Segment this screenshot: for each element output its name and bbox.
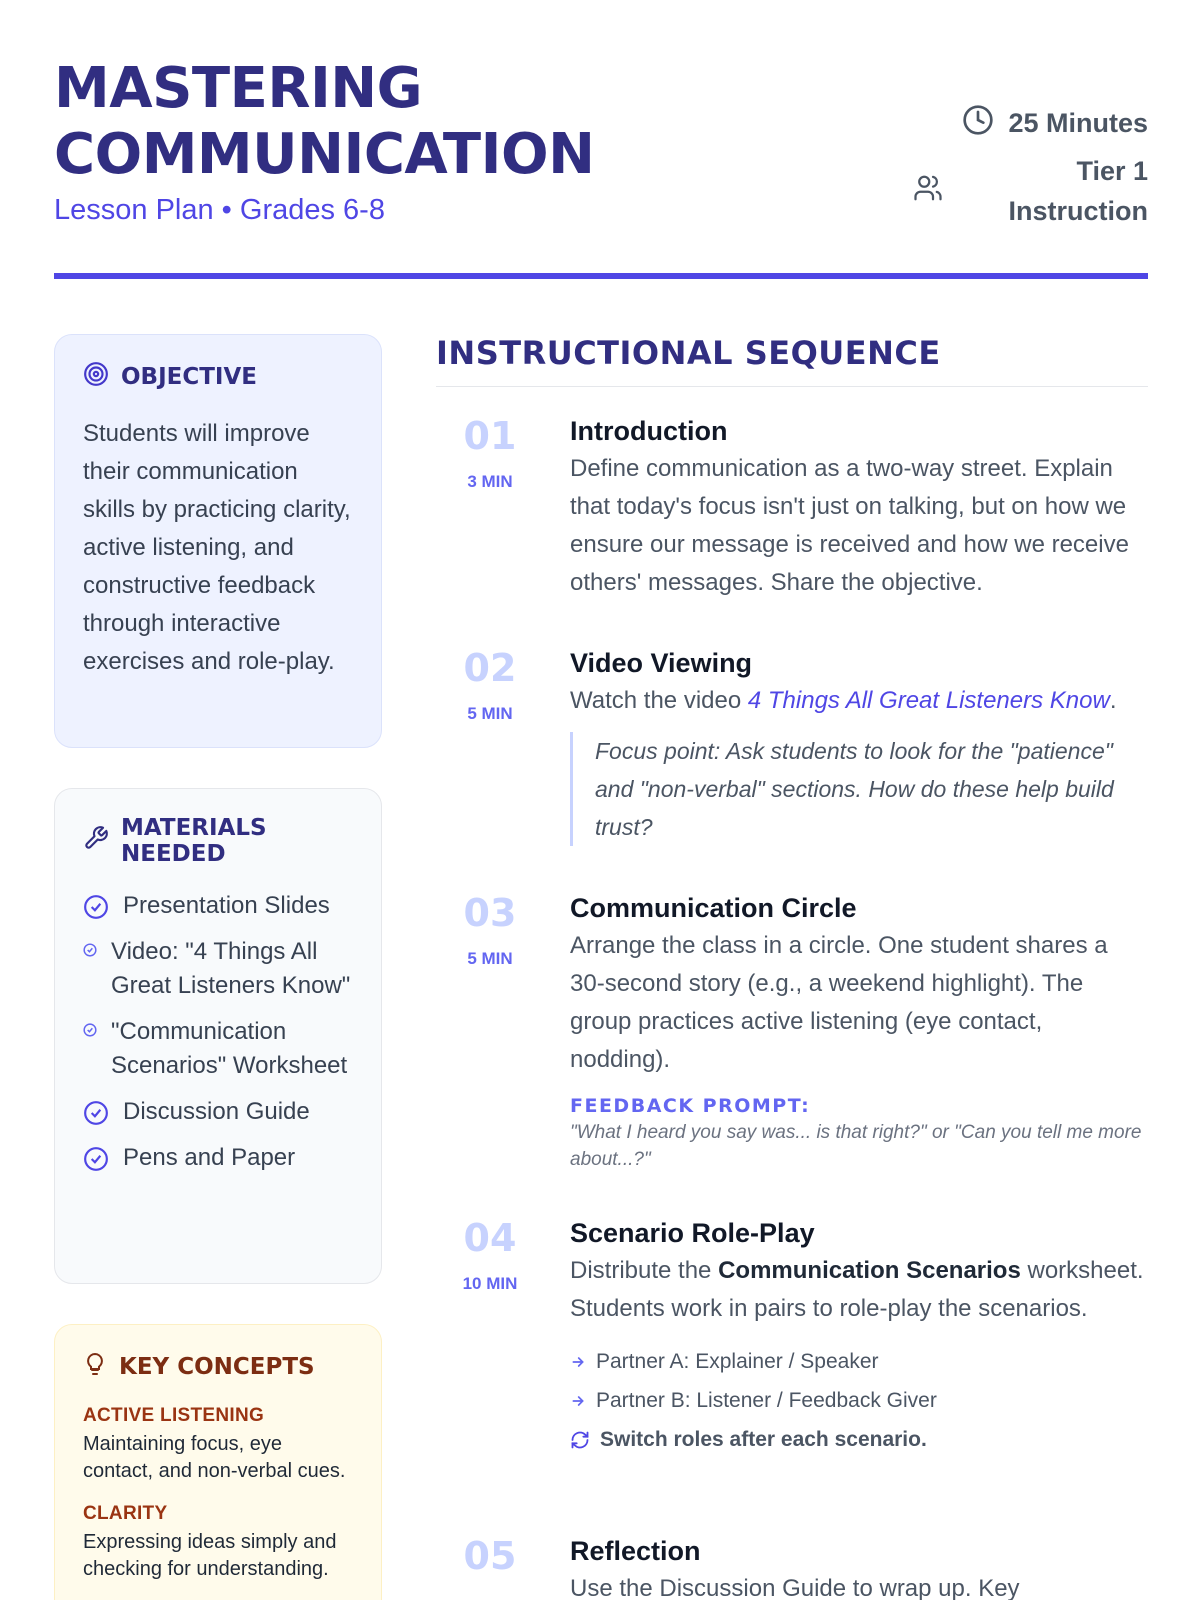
list-item: Discussion Guide [83, 1095, 353, 1129]
step-item [436, 646, 1148, 846]
step-number: 03 [463, 891, 517, 935]
step-title: Reflection [570, 1536, 701, 1566]
target-icon [83, 361, 109, 393]
video-link[interactable]: 4 Things All Great Listeners Know [747, 687, 1110, 714]
key-concepts-card [54, 1324, 382, 1600]
step-title: Communication Circle [570, 893, 857, 923]
tier-row [848, 151, 1148, 231]
duration-text: 25 Minutes [1008, 108, 1148, 138]
header-divider [54, 273, 1148, 279]
objective-card [54, 334, 382, 748]
objective-text: Students will improve their communication skills by practicing clarity, active listening, and constructive feedback through interactive exercises and role-play. [83, 420, 351, 675]
section-title: INSTRUCTIONAL SEQUENCE [436, 334, 1148, 387]
clock-icon [962, 104, 994, 143]
step-duration: 5 MIN [467, 949, 513, 968]
check-circle-icon [83, 943, 97, 957]
check-circle-icon [83, 1146, 109, 1172]
step-number: 02 [463, 646, 517, 690]
concept-item: ACTIVE LISTENING Maintaining focus, eye contact, and non-verbal cues. [83, 1405, 346, 1482]
step-number: 04 [463, 1216, 517, 1260]
step-text: Distribute the Communication Scenarios worksheet. Students work in pairs to role-play the scenarios. [570, 1257, 1144, 1322]
list-item: Switch roles after each scenario. [570, 1420, 1148, 1459]
materials-card [54, 788, 382, 1284]
materials-heading: MATERIALS NEEDED [83, 815, 353, 867]
list-item: Presentation Slides [83, 889, 353, 923]
tier-text: Tier 1 Instruction [1008, 156, 1148, 226]
step-text: Arrange the class in a circle. One student shares a 30-second story (e.g., a weekend highlight). The group practices active listening (eye contact, nodding). [570, 932, 1108, 1073]
lightbulb-icon [83, 1351, 107, 1383]
step-item [436, 1216, 1148, 1459]
step-title: Scenario Role-Play [570, 1218, 815, 1248]
materials-list [83, 889, 353, 1175]
check-circle-icon [83, 894, 109, 920]
users-icon [913, 173, 943, 210]
step-item [436, 891, 1148, 1173]
lesson-header [54, 56, 1148, 286]
key-concepts-heading: KEY CONCEPTS [83, 1351, 353, 1383]
duration-row [848, 104, 1148, 143]
step-number: 01 [463, 414, 517, 458]
step-number: 05 [463, 1534, 517, 1578]
objective-heading: OBJECTIVE [83, 361, 353, 393]
step-item [436, 1534, 1148, 1600]
feedback-text: "What I heard you say was... is that right?" or "Can you tell me more about...?" [570, 1122, 1142, 1170]
sidebar [54, 334, 382, 1600]
list-item: Partner B: Listener / Feedback Giver [570, 1381, 1148, 1420]
step-title: Introduction [570, 416, 728, 446]
list-item: "Communication Scenarios" Worksheet [83, 1015, 353, 1083]
list-item: Video: "4 Things All Great Listeners Know" [83, 935, 353, 1003]
wrench-icon [83, 825, 109, 857]
step-duration: 3 MIN [467, 472, 513, 491]
list-item: Pens and Paper [83, 1141, 353, 1175]
lesson-subtitle: Lesson Plan • Grades 6-8 [54, 194, 385, 226]
step-title: Video Viewing [570, 648, 753, 678]
page-title: MASTERING COMMUNICATION [54, 56, 595, 187]
step-item [436, 414, 1148, 602]
feedback-label: FEEDBACK PROMPT: [570, 1095, 811, 1117]
step-text: Use the Discussion Guide to wrap up. Key [570, 1575, 1020, 1600]
step-text: Define communication as a two-way street. Explain that today's focus isn't just on talking, but on how we ensure our message is received and how we receive others' messages. Share the objective. [570, 455, 1129, 596]
check-circle-icon [83, 1023, 97, 1037]
check-circle-icon [83, 1100, 109, 1126]
instructional-sequence [436, 334, 1148, 1600]
partner-list [570, 1342, 1148, 1459]
step-duration: 10 MIN [462, 1274, 518, 1293]
arrow-right-icon [570, 1393, 586, 1409]
concept-item: CLARITY Expressing ideas simply and checking for understanding. [83, 1503, 337, 1580]
arrow-right-icon [570, 1354, 586, 1370]
step-text: Watch the video 4 Things All Great Listeners Know. [570, 687, 1117, 714]
lesson-meta [848, 104, 1148, 231]
step-duration: 5 MIN [467, 704, 513, 723]
refresh-icon [570, 1430, 590, 1450]
list-item: Partner A: Explainer / Speaker [570, 1342, 1148, 1381]
focus-quote: Focus point: Ask students to look for the "patience" and "non-verbal" sections. How do these help build trust? [570, 732, 1148, 846]
